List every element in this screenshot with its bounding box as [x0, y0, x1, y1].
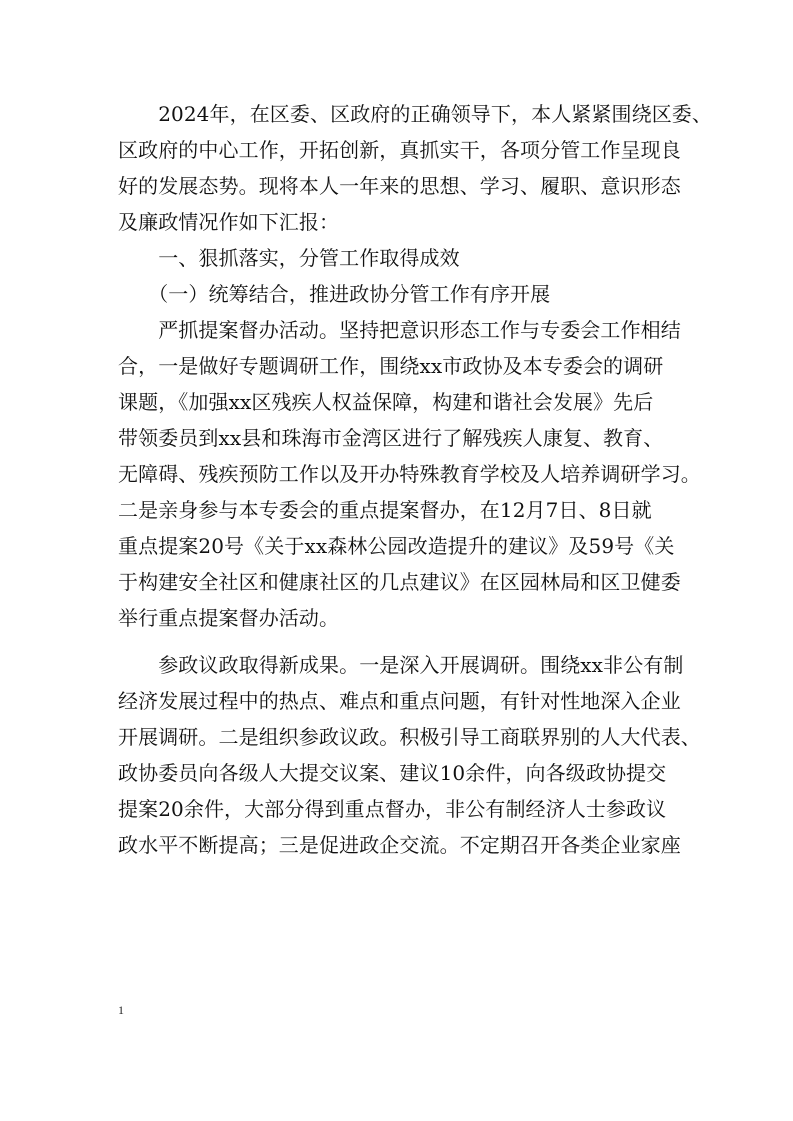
text-line: 参政议政取得新成果。一是深入开展调研。围绕xx非公有制: [118, 653, 684, 677]
heading-line: （一）统筹结合，推进政协分管工作有序开展: [118, 282, 551, 306]
text-line: 政水平不断提高；三是促进政企交流。不定期召开各类企业家座: [118, 833, 681, 857]
heading-line: 一、狠抓落实，分管工作取得成效: [118, 246, 460, 270]
text-line: 及廉政情况作如下汇报：: [118, 210, 340, 234]
text-line: 提案20余件，大部分得到重点督办，非公有制经济人士参政议: [118, 797, 667, 821]
paragraph-spacer: [118, 636, 678, 647]
subsection-heading-1-1: [118, 276, 678, 312]
text-line: 重点提案20号《关于xx森林公园改造提升的建议》及59号《关: [118, 534, 675, 558]
text-line: 二是亲身参与本专委会的重点提案督办，在12月7日、8日就: [118, 498, 652, 522]
text-line: 课题，《加强xx区残疾人权益保障，构建和谐社会发展》先后: [118, 390, 654, 414]
section-heading-1: [118, 240, 678, 276]
text-line: 合，一是做好专题调研工作，围绕xx市政协及本专委会的调研: [118, 354, 664, 378]
text-line: 严抓提案督办活动。坚持把意识形态工作与专委会工作相结: [118, 318, 681, 342]
text-line: 带领委员到xx县和珠海市金湾区进行了解残疾人康复、教育、: [118, 426, 664, 450]
text-line: 2024年，在区委、区政府的正确领导下，本人紧紧围绕区委、: [118, 102, 712, 126]
text-line: 政协委员向各级人大提交议案、建议10余件，向各级政协提交: [118, 761, 667, 785]
text-line: 好的发展态势。现将本人一年来的思想、学习、履职、意识形态: [118, 174, 681, 198]
page-number: 1: [118, 1003, 124, 1017]
text-line: 经济发展过程中的热点、难点和重点问题，有针对性地深入企业: [118, 689, 681, 713]
text-line: 区政府的中心工作，开拓创新，真抓实干，各项分管工作呈现良: [118, 138, 681, 162]
text-line: 开展调研。二是组织参政议政。积极引导工商联界别的人大代表、: [118, 725, 701, 749]
paragraph-intro: [118, 96, 712, 240]
paragraph-proposal-supervision: [118, 312, 701, 636]
document-body: [118, 96, 712, 863]
text-line: 无障碍、残疾预防工作以及开办特殊教育学校及人培养调研学习。: [118, 462, 701, 486]
text-line: 举行重点提案督办活动。: [118, 606, 340, 630]
text-line: 于构建安全社区和健康社区的几点建议》在区园林局和区卫健委: [118, 570, 681, 594]
paragraph-political-participation: [118, 647, 701, 863]
